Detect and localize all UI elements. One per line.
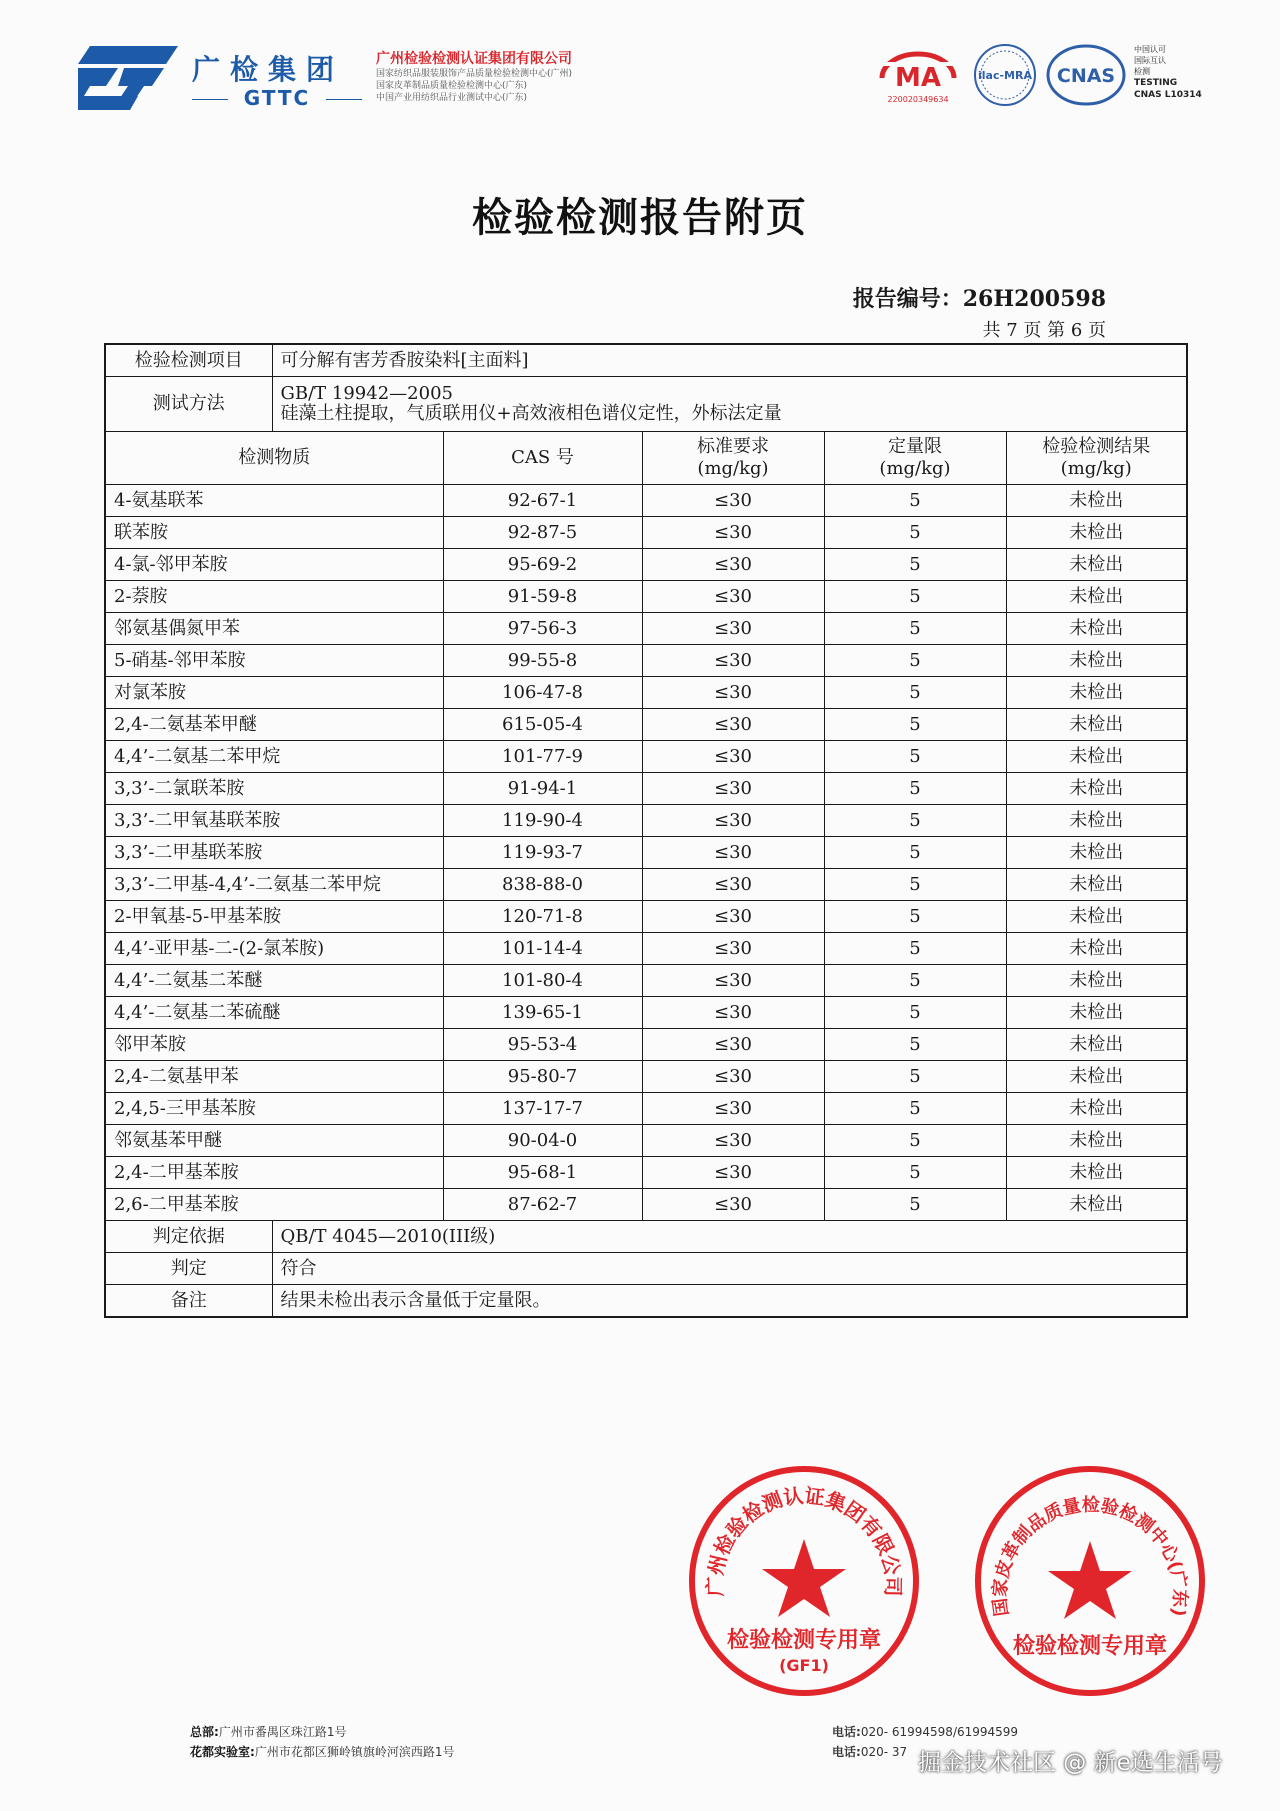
- table-row: [105, 1093, 1187, 1125]
- cas-cell: 838-88-0: [443, 869, 642, 901]
- table-row: [105, 549, 1187, 581]
- substance-cell: 3,3’-二甲基联苯胺: [105, 837, 443, 869]
- substance-cell: 2,6-二甲基苯胺: [105, 1189, 443, 1221]
- substance-cell: 2-萘胺: [105, 581, 443, 613]
- table-row: [105, 1125, 1187, 1157]
- hq-address: 广州市番禺区珠江路1号: [218, 1725, 347, 1739]
- limit-cell: ≤30: [642, 741, 824, 773]
- star-icon: [1048, 1541, 1132, 1619]
- table-row: [105, 709, 1187, 741]
- quant-limit-cell: 5: [824, 1061, 1006, 1093]
- result-cell: 未检出: [1006, 709, 1187, 741]
- substance-cell: 5-硝基-邻甲苯胺: [105, 645, 443, 677]
- basis-row: [105, 1221, 1187, 1253]
- seal-code: (GF1): [779, 1656, 829, 1675]
- quant-limit-cell: 5: [824, 709, 1006, 741]
- quant-limit-cell: 5: [824, 965, 1006, 997]
- cas-cell: 91-94-1: [443, 773, 642, 805]
- limit-cell: ≤30: [642, 485, 824, 517]
- limit-cell: ≤30: [642, 965, 824, 997]
- verdict-value: 符合: [272, 1253, 1187, 1285]
- table-row: [105, 485, 1187, 517]
- limit-cell: ≤30: [642, 1061, 824, 1093]
- cas-cell: 95-68-1: [443, 1157, 642, 1189]
- cas-cell: 95-69-2: [443, 549, 642, 581]
- certification-logos: [876, 42, 1216, 112]
- tel-value: 020- 37: [860, 1745, 908, 1759]
- quant-limit-cell: 5: [824, 1125, 1006, 1157]
- table-row: [105, 901, 1187, 933]
- table-row: [105, 1157, 1187, 1189]
- cas-cell: 99-55-8: [443, 645, 642, 677]
- cas-cell: 139-65-1: [443, 997, 642, 1029]
- limit-cell: ≤30: [642, 613, 824, 645]
- table-row: [105, 1029, 1187, 1061]
- page-number: 共 7 页 第 6 页: [982, 320, 1106, 341]
- result-cell: 未检出: [1006, 741, 1187, 773]
- quant-limit-cell: 5: [824, 741, 1006, 773]
- hq-label: 总部:: [190, 1725, 219, 1739]
- result-cell: 未检出: [1006, 613, 1187, 645]
- table-row: [105, 741, 1187, 773]
- brand-name-en: GTTC: [192, 86, 362, 110]
- table-row: [105, 581, 1187, 613]
- column-header: 定量限 (mg/kg): [824, 432, 1006, 485]
- ilac-label: ilac-MRA: [978, 69, 1032, 82]
- result-cell: 未检出: [1006, 581, 1187, 613]
- substance-cell: 邻氨基苯甲醚: [105, 1125, 443, 1157]
- quant-limit-cell: 5: [824, 645, 1006, 677]
- organization-line: 国家纺织品服装服饰产品质量检验检测中心(广州): [376, 69, 573, 79]
- limit-cell: ≤30: [642, 997, 824, 1029]
- item-label: 检验检测项目: [105, 344, 272, 377]
- result-cell: 未检出: [1006, 1093, 1187, 1125]
- star-icon: [762, 1539, 846, 1617]
- table-row: [105, 997, 1187, 1029]
- quant-limit-cell: 5: [824, 1093, 1006, 1125]
- gttc-logo-icon: [78, 46, 178, 110]
- table-row: [105, 677, 1187, 709]
- result-cell: 未检出: [1006, 805, 1187, 837]
- limit-cell: ≤30: [642, 901, 824, 933]
- cma-logo-icon: [876, 48, 960, 106]
- limit-cell: ≤30: [642, 1029, 824, 1061]
- verdict-label: 判定: [105, 1253, 272, 1285]
- method-standard: GB/T 19942—2005: [280, 383, 453, 404]
- quant-limit-cell: 5: [824, 837, 1006, 869]
- organization-line: 国家皮革制品质量检验检测中心(广东): [376, 81, 528, 91]
- limit-cell: ≤30: [642, 581, 824, 613]
- substance-cell: 3,3’-二氯联苯胺: [105, 773, 443, 805]
- method-label: 测试方法: [105, 377, 272, 432]
- cnas-accreditation-text: [1134, 44, 1202, 101]
- cas-cell: 95-53-4: [443, 1029, 642, 1061]
- column-header: CAS 号: [443, 432, 642, 485]
- ilac-mra-logo-icon: [972, 42, 1038, 108]
- table-row: [105, 965, 1187, 997]
- cas-cell: 97-56-3: [443, 613, 642, 645]
- quant-limit-cell: 5: [824, 485, 1006, 517]
- cas-cell: 101-77-9: [443, 741, 642, 773]
- cas-cell: 119-93-7: [443, 837, 642, 869]
- limit-cell: ≤30: [642, 837, 824, 869]
- result-cell: 未检出: [1006, 677, 1187, 709]
- seal-center-text-left: 检验检测专用章: [726, 1628, 882, 1653]
- substance-cell: 3,3’-二甲基-4,4’-二氨基二苯甲烷: [105, 869, 443, 901]
- cnas-text-line: 检测: [1134, 67, 1150, 76]
- cma-number: 220020349634: [887, 95, 949, 104]
- substance-cell: 邻甲苯胺: [105, 1029, 443, 1061]
- cas-cell: 92-67-1: [443, 485, 642, 517]
- basis-label: 判定依据: [105, 1221, 272, 1253]
- column-header-row: [105, 432, 1187, 485]
- table-row: [105, 805, 1187, 837]
- cas-cell: 137-17-7: [443, 1093, 642, 1125]
- limit-cell: ≤30: [642, 549, 824, 581]
- results-table: [104, 343, 1188, 1318]
- tel-label: 电话:: [832, 1725, 861, 1739]
- item-value: 可分解有害芳香胺染料[主面料]: [272, 344, 1187, 377]
- report-number: 报告编号：26H200598: [852, 286, 1106, 312]
- report-header: [0, 0, 1280, 130]
- lab-label: 花都实验室:: [190, 1745, 255, 1759]
- lab-address: 广州市花都区狮岭镇旗岭河滨西路1号: [254, 1745, 455, 1759]
- quant-limit-cell: 5: [824, 1157, 1006, 1189]
- substance-cell: 2,4,5-三甲基苯胺: [105, 1093, 443, 1125]
- organization-name: 广州检验检测认证集团有限公司: [376, 51, 572, 67]
- substance-cell: 4-氯-邻甲苯胺: [105, 549, 443, 581]
- table-row: [105, 517, 1187, 549]
- remark-label: 备注: [105, 1285, 272, 1318]
- limit-cell: ≤30: [642, 773, 824, 805]
- remark-row: [105, 1285, 1187, 1318]
- table-row: [105, 933, 1187, 965]
- limit-cell: ≤30: [642, 869, 824, 901]
- substance-cell: 2,4-二甲基苯胺: [105, 1157, 443, 1189]
- limit-cell: ≤30: [642, 517, 824, 549]
- cas-cell: 120-71-8: [443, 901, 642, 933]
- table-row: [105, 1061, 1187, 1093]
- cnas-text-line: TESTING: [1134, 78, 1178, 88]
- quant-limit-cell: 5: [824, 517, 1006, 549]
- quant-limit-cell: 5: [824, 901, 1006, 933]
- quant-limit-cell: 5: [824, 933, 1006, 965]
- cnas-text-line: 中国认可: [1134, 45, 1166, 54]
- result-cell: 未检出: [1006, 1125, 1187, 1157]
- result-cell: 未检出: [1006, 901, 1187, 933]
- result-cell: 未检出: [1006, 773, 1187, 805]
- limit-cell: ≤30: [642, 677, 824, 709]
- limit-cell: ≤30: [642, 709, 824, 741]
- official-seal-right: [972, 1463, 1208, 1699]
- table-row: [105, 645, 1187, 677]
- method-value: [272, 377, 1187, 432]
- substance-cell: 邻氨基偶氮甲苯: [105, 613, 443, 645]
- table-row: [105, 1189, 1187, 1221]
- substance-cell: 4-氨基联苯: [105, 485, 443, 517]
- footer-address: [190, 1722, 454, 1762]
- verdict-row: [105, 1253, 1187, 1285]
- cas-cell: 91-59-8: [443, 581, 642, 613]
- method-description: 硅藻土柱提取，气质联用仪+高效液相色谱仪定性，外标法定量: [280, 403, 782, 424]
- quant-limit-cell: 5: [824, 869, 1006, 901]
- substance-cell: 联苯胺: [105, 517, 443, 549]
- result-cell: 未检出: [1006, 1029, 1187, 1061]
- substance-cell: 4,4’-二氨基二苯硫醚: [105, 997, 443, 1029]
- substance-cell: 4,4’-二氨基二苯甲烷: [105, 741, 443, 773]
- cas-cell: 92-87-5: [443, 517, 642, 549]
- cnas-label: CNAS: [1056, 65, 1116, 87]
- result-cell: 未检出: [1006, 645, 1187, 677]
- tel-value: 020- 61994598/61994599: [860, 1725, 1019, 1739]
- table-row: [105, 613, 1187, 645]
- cnas-text-line: 国际互认: [1134, 56, 1166, 65]
- cas-cell: 101-14-4: [443, 933, 642, 965]
- seal-ring-text-right: 国家皮革制品质量检验检测中心(广东): [989, 1494, 1191, 1619]
- basis-value: QB/T 4045—2010(III级): [272, 1221, 1187, 1253]
- result-cell: 未检出: [1006, 549, 1187, 581]
- cas-cell: 87-62-7: [443, 1189, 642, 1221]
- substance-cell: 2-甲氧基-5-甲基苯胺: [105, 901, 443, 933]
- table-row: [105, 837, 1187, 869]
- quant-limit-cell: 5: [824, 805, 1006, 837]
- substance-cell: 3,3’-二甲氧基联苯胺: [105, 805, 443, 837]
- watermark-text: 掘金技术社区 @ 新e选生活号: [918, 1750, 1223, 1776]
- organization-block: [376, 48, 572, 104]
- seal-ring-text-left: 广州检验检测认证集团有限公司: [702, 1483, 906, 1597]
- result-cell: 未检出: [1006, 1189, 1187, 1221]
- column-header: 标准要求 (mg/kg): [642, 432, 824, 485]
- cas-cell: 101-80-4: [443, 965, 642, 997]
- result-cell: 未检出: [1006, 517, 1187, 549]
- organization-line: 中国产业用纺织品行业测试中心(广东): [376, 93, 528, 103]
- document-title: 检验检测报告附页: [472, 195, 808, 241]
- cma-label: MA: [895, 63, 941, 93]
- result-cell: 未检出: [1006, 837, 1187, 869]
- result-cell: 未检出: [1006, 1157, 1187, 1189]
- brand-name-cn: 广检集团: [192, 53, 345, 86]
- limit-cell: ≤30: [642, 933, 824, 965]
- result-cell: 未检出: [1006, 1061, 1187, 1093]
- table-row: [105, 773, 1187, 805]
- cas-cell: 119-90-4: [443, 805, 642, 837]
- result-cell: 未检出: [1006, 997, 1187, 1029]
- cas-cell: 615-05-4: [443, 709, 642, 741]
- official-seal-left: [686, 1463, 922, 1699]
- quant-limit-cell: 5: [824, 1189, 1006, 1221]
- remark-value: 结果未检出表示含量低于定量限。: [272, 1285, 1187, 1318]
- substance-cell: 2,4-二氨基苯甲醚: [105, 709, 443, 741]
- cnas-logo-icon: [1046, 44, 1126, 106]
- tel-label: 电话:: [832, 1745, 861, 1759]
- table-row: [105, 869, 1187, 901]
- result-cell: 未检出: [1006, 869, 1187, 901]
- item-row: [105, 344, 1187, 377]
- quant-limit-cell: 5: [824, 549, 1006, 581]
- substance-cell: 4,4’-二氨基二苯醚: [105, 965, 443, 997]
- cas-cell: 95-80-7: [443, 1061, 642, 1093]
- limit-cell: ≤30: [642, 1157, 824, 1189]
- cas-cell: 90-04-0: [443, 1125, 642, 1157]
- quant-limit-cell: 5: [824, 1029, 1006, 1061]
- quant-limit-cell: 5: [824, 997, 1006, 1029]
- column-header: 检验检测结果 (mg/kg): [1006, 432, 1187, 485]
- substance-cell: 4,4’-亚甲基-二-(2-氯苯胺): [105, 933, 443, 965]
- result-cell: 未检出: [1006, 933, 1187, 965]
- column-header: 检测物质: [105, 432, 443, 485]
- result-cell: 未检出: [1006, 965, 1187, 997]
- result-cell: 未检出: [1006, 485, 1187, 517]
- method-row: [105, 377, 1187, 432]
- limit-cell: ≤30: [642, 1093, 824, 1125]
- limit-cell: ≤30: [642, 1125, 824, 1157]
- seal-center-text-right: 检验检测专用章: [1012, 1634, 1168, 1659]
- substance-cell: 对氯苯胺: [105, 677, 443, 709]
- limit-cell: ≤30: [642, 1189, 824, 1221]
- quant-limit-cell: 5: [824, 677, 1006, 709]
- cas-cell: 106-47-8: [443, 677, 642, 709]
- quant-limit-cell: 5: [824, 773, 1006, 805]
- substance-cell: 2,4-二氨基甲苯: [105, 1061, 443, 1093]
- quant-limit-cell: 5: [824, 581, 1006, 613]
- quant-limit-cell: 5: [824, 613, 1006, 645]
- cnas-text-line: CNAS L10314: [1134, 90, 1202, 100]
- limit-cell: ≤30: [642, 805, 824, 837]
- limit-cell: ≤30: [642, 645, 824, 677]
